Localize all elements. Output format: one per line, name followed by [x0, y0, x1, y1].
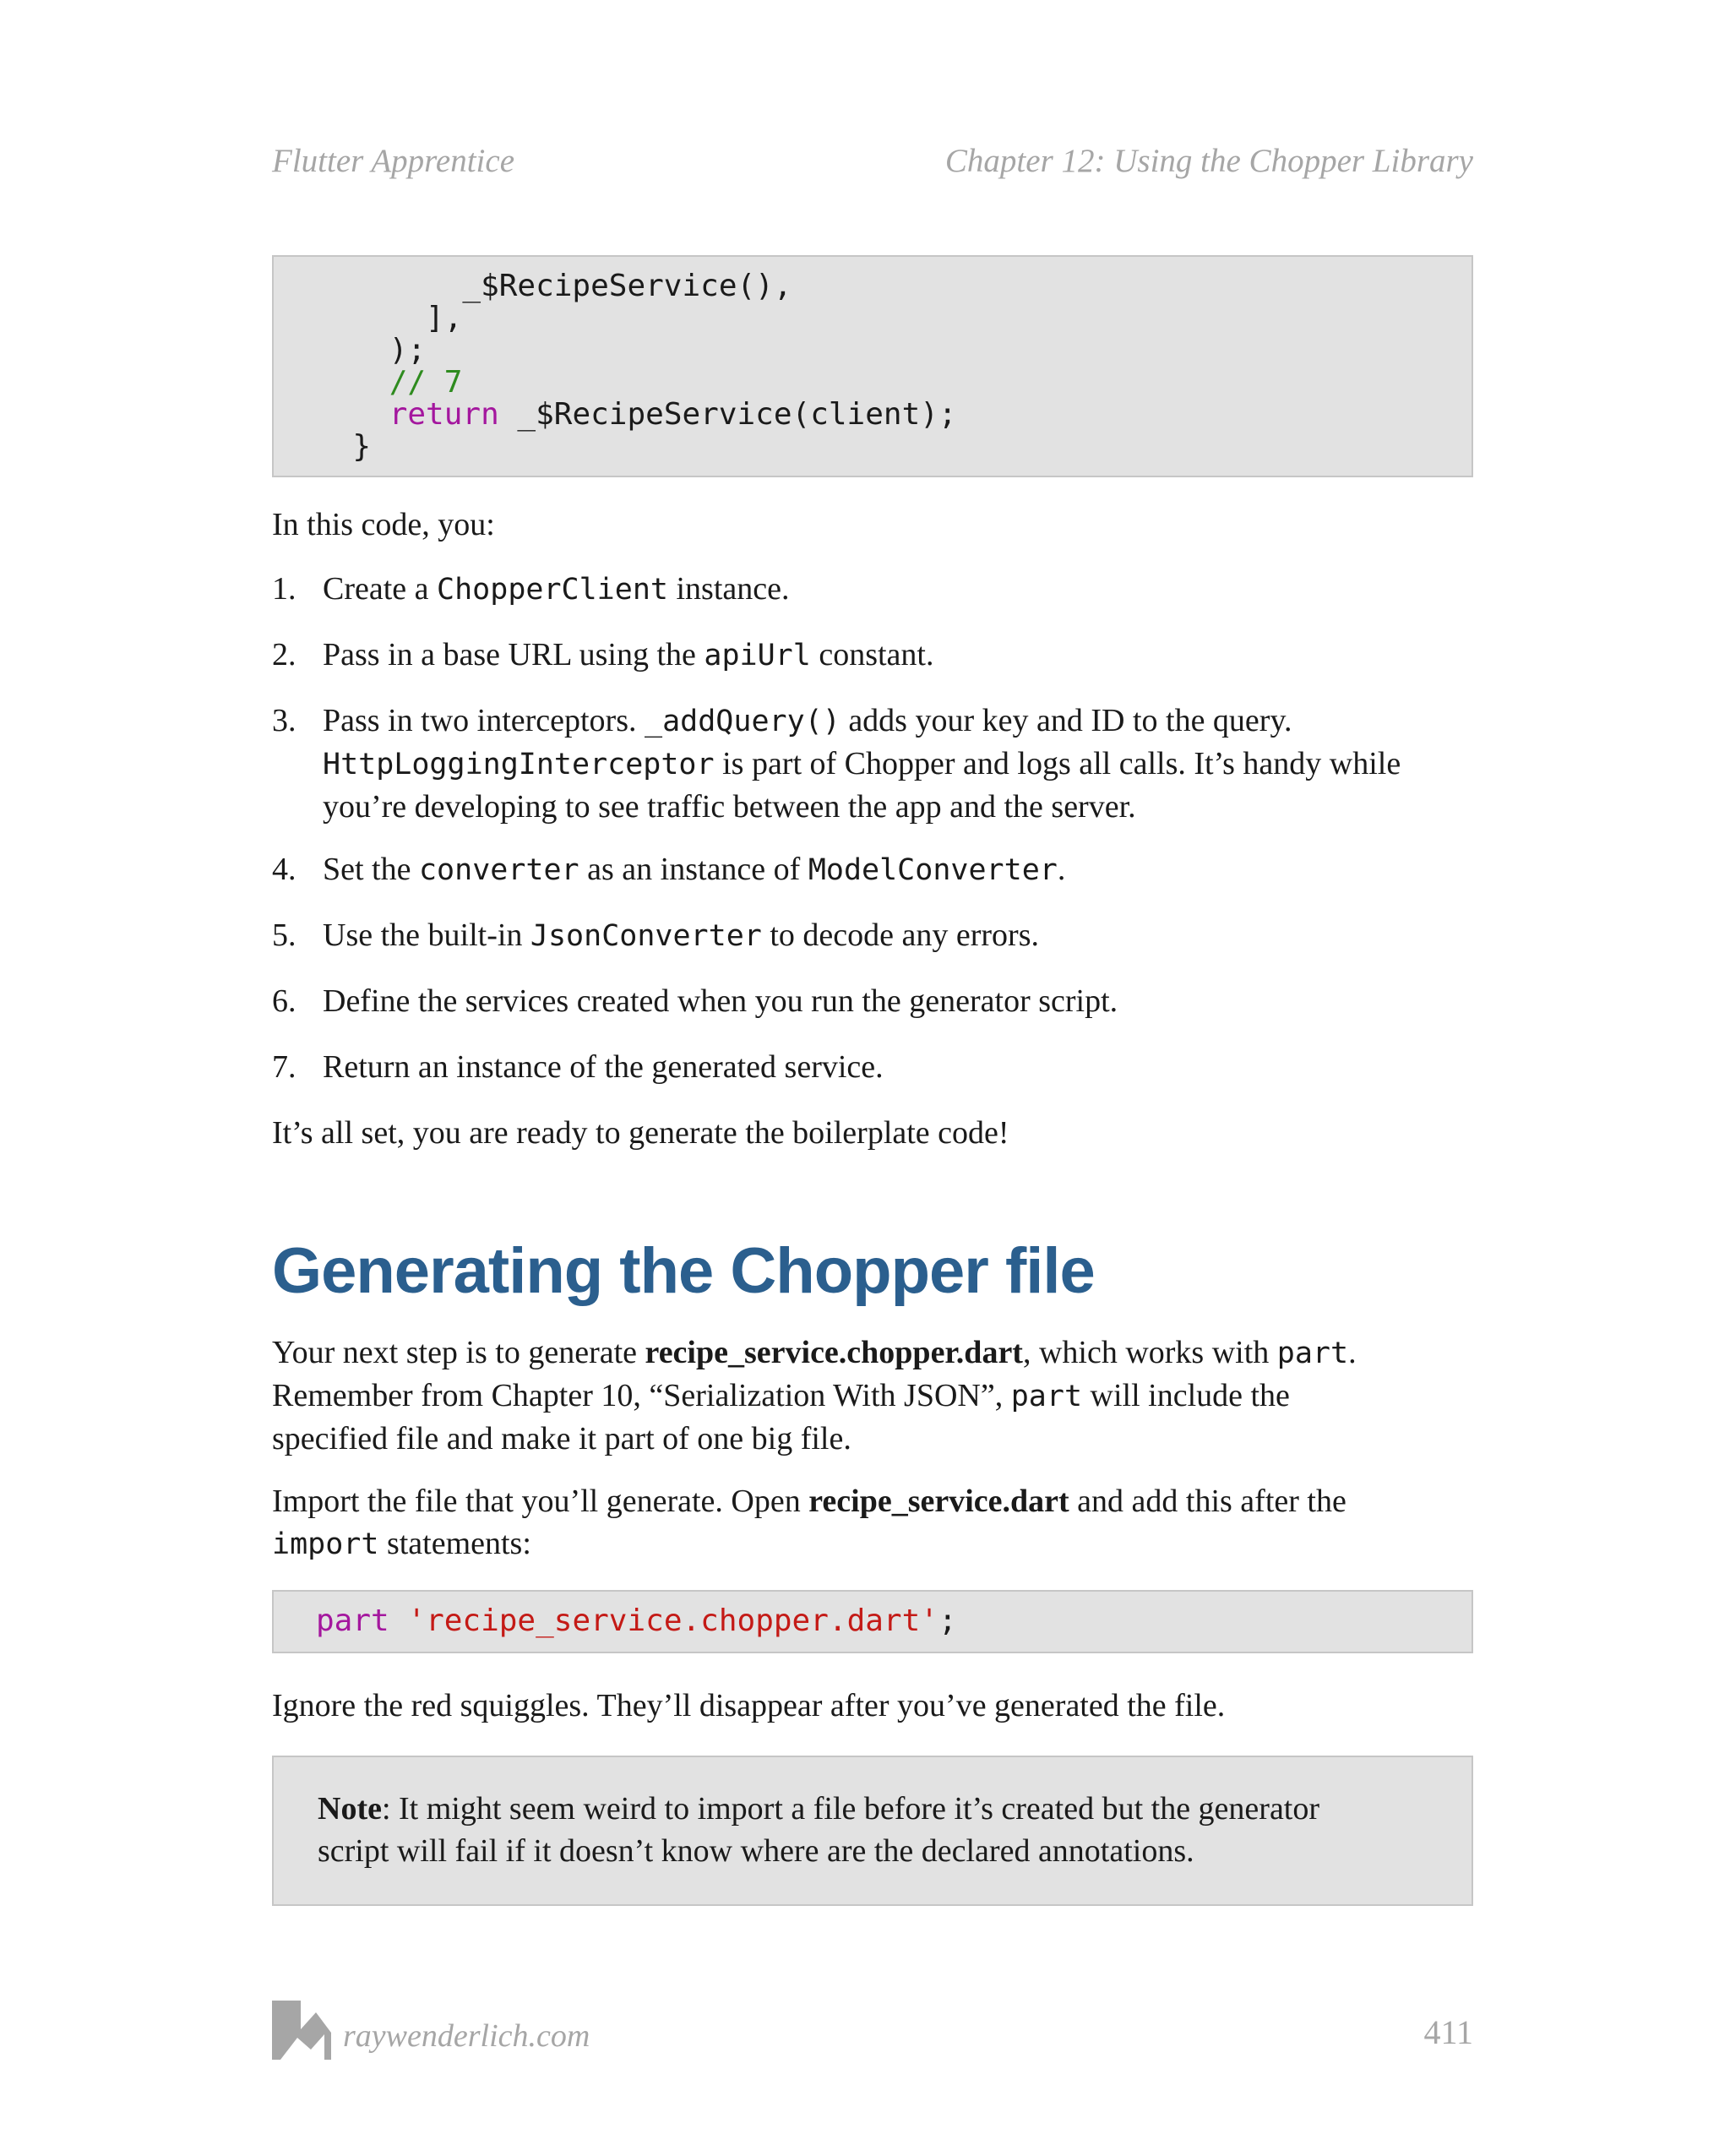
text-run: instance.: [667, 571, 790, 607]
code-keyword-part: part: [316, 1603, 389, 1638]
section-paragraph-3: Ignore the red squiggles. They’ll disappear after you’ve generated the file.: [272, 1688, 1226, 1723]
code-line: ],: [316, 301, 463, 335]
list-number: 2.: [272, 637, 296, 672]
text-run: constant.: [810, 637, 934, 672]
list-item-text: [323, 634, 1473, 677]
note-label: Note: [318, 1791, 382, 1827]
inline-code: ModelConverter: [808, 853, 1058, 887]
text-run: Set the: [323, 852, 419, 887]
outro-paragraph: It’s all set, you are ready to generate the boilerplate code!: [272, 1115, 1009, 1151]
text-run: Import the file that you’ll generate. Open: [272, 1484, 809, 1519]
section-heading: Generating the Chopper file: [272, 1235, 1095, 1307]
text-run: and add this after the: [1069, 1484, 1346, 1519]
text-run: .: [1348, 1335, 1357, 1370]
list-number: 1.: [272, 571, 296, 607]
text-run: Your next step is to generate: [272, 1335, 645, 1370]
running-head: [272, 142, 1473, 184]
code-line-part: [316, 1605, 1472, 1637]
text-run: to decode any errors.: [761, 917, 1039, 953]
raywenderlich-logo-icon: [272, 2001, 331, 2060]
inline-code: JsonConverter: [530, 919, 762, 953]
inline-code: HttpLoggingInterceptor: [323, 748, 715, 781]
intro-paragraph: In this code, you:: [272, 507, 495, 542]
list-number: 4.: [272, 852, 296, 887]
bold-filename: recipe_service.chopper.dart: [645, 1335, 1023, 1370]
text-run: specified file and make it part of one big file.: [272, 1421, 851, 1456]
book-title: Flutter Apprentice: [272, 143, 515, 179]
list-item-text: [323, 914, 1473, 957]
list-item-text: Define the services created when you run the generator script.: [323, 983, 1118, 1019]
text-run: Pass in a base URL using the: [323, 637, 705, 672]
code-line-return: [316, 399, 1472, 431]
text-run: Pass in two interceptors.: [323, 703, 645, 738]
list-item-text: [323, 848, 1473, 891]
inline-code: ChopperClient: [437, 573, 668, 607]
code-return-expression: _$RecipeService(client);: [498, 397, 957, 432]
code-line: _$RecipeService(),: [316, 269, 792, 303]
text-run: .: [1057, 852, 1066, 887]
text-run: you’re developing to see traffic between the app and the server.: [323, 789, 1136, 825]
list-item-text: [323, 700, 1473, 828]
inline-code: part: [1010, 1380, 1083, 1413]
text-run: adds your key and ID to the query.: [840, 703, 1292, 738]
note-box: [272, 1756, 1473, 1906]
text-run: statements:: [378, 1526, 531, 1561]
list-number: 5.: [272, 917, 296, 953]
text-run: Create a: [323, 571, 438, 607]
page-number: 411: [1423, 2013, 1473, 2051]
code-string: 'recipe_service.chopper.dart': [407, 1603, 938, 1638]
text-run: Remember from Chapter 10, “Serialization With JSON”,: [272, 1378, 1011, 1413]
text-run: is part of Chopper and logs all calls. It’s handy while: [714, 746, 1401, 781]
book-page: [272, 0, 1473, 2156]
text-run: , which works with: [1022, 1335, 1277, 1370]
list-number: 6.: [272, 983, 296, 1019]
chapter-title: Chapter 12: Using the Chopper Library: [944, 143, 1473, 179]
code-block-chopper-client: [272, 255, 1473, 477]
inline-code: _addQuery(): [645, 705, 841, 738]
text-run: Use the built-in: [323, 917, 530, 953]
section-paragraph-2: [272, 1480, 1473, 1565]
section-paragraph-1: [272, 1331, 1473, 1460]
list-item-text: [323, 568, 1473, 611]
code-line: );: [316, 333, 427, 368]
note-text: : It might seem weird to import a file before it’s created but the generator: [381, 1791, 1320, 1827]
inline-code: import: [272, 1527, 379, 1561]
inline-code: apiUrl: [704, 639, 811, 672]
code-keyword-return: return: [316, 397, 499, 432]
bold-filename: recipe_service.dart: [808, 1484, 1069, 1519]
note-text: script will fail if it doesn’t know where are the declared annotations.: [318, 1833, 1194, 1869]
text-run: will include the: [1082, 1378, 1290, 1413]
inline-code: converter: [418, 853, 579, 887]
list-item-text: Return an instance of the generated service.: [323, 1049, 884, 1085]
list-number: 3.: [272, 703, 296, 738]
code-line: }: [316, 429, 372, 464]
text-run: as an instance of: [579, 852, 808, 887]
footer-site: raywenderlich.com: [343, 2018, 590, 2054]
inline-code: part: [1276, 1337, 1349, 1370]
code-comment: // 7: [316, 365, 463, 400]
code-semicolon: ;: [938, 1603, 957, 1638]
list-number: 7.: [272, 1049, 296, 1085]
code-block-part-directive: [272, 1590, 1473, 1653]
